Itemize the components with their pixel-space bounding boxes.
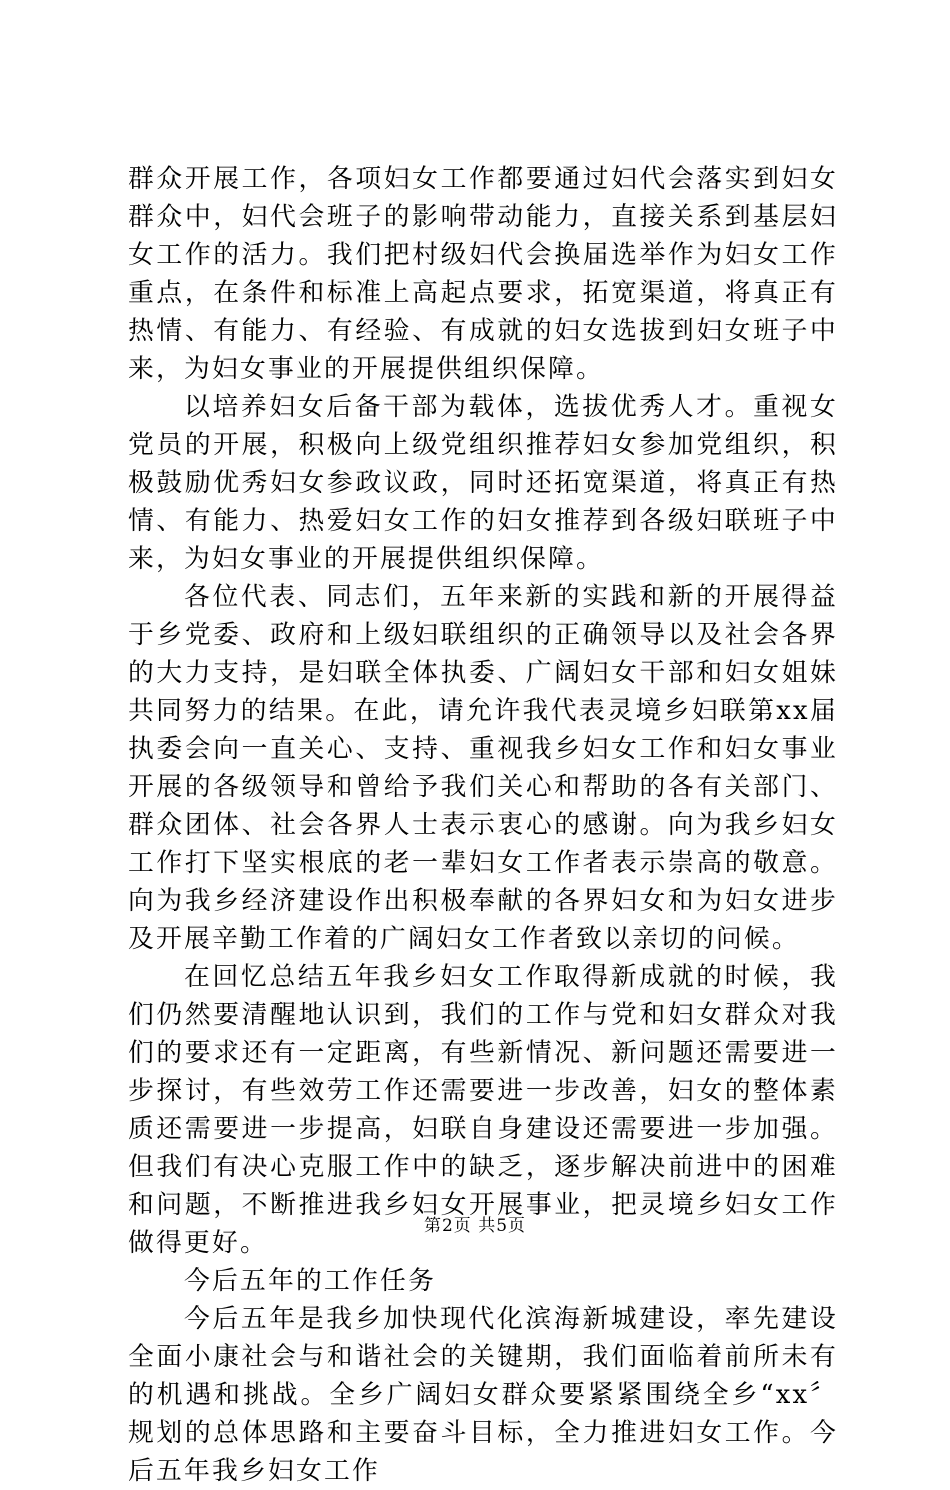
page-footer: 第2页 共5页 <box>423 1216 527 1236</box>
paragraph: 在回忆总结五年我乡妇女工作取得新成就的时候，我们仍然要清醒地认识到，我们的工作与党和妇女群众对我们的要求还有一定距离，有些新情况、新问题还需要进一步探讨，有些效劳工作还需要进一步改善，妇女的整体素质还需要进一步提高，妇联自身建设还需要进一步加强。但我们有决心克服工作中的缺乏，逐步解决前进中的困难和问题，不断推进我乡妇女开展事业，把灵境乡妇女工作做得更好。 <box>128 962 838 1258</box>
paragraph: 群众开展工作，各项妇女工作都要通过妇代会落实到妇女群众中，妇代会班子的影响带动能力，直接关系到基层妇女工作的活力。我们把村级妇代会换届选举作为妇女工作重点，在条件和标准上高起点要求，拓宽渠道，将真正有热情、有能力、有经验、有成就的妇女选拔到妇女班子中来，为妇女事业的开展提供组织保障。 <box>128 164 838 384</box>
document-body <box>128 160 838 1490</box>
section-heading: 今后五年的工作任务 <box>184 1266 436 1296</box>
paragraph: 以培养妇女后备干部为载体，选拔优秀人才。重视女党员的开展，积极向上级党组织推荐妇女参加党组织，积极鼓励优秀妇女参政议政，同时还拓宽渠道，将真正有热情、有能力、热爱妇女工作的妇女推荐到各级妇联班子中来，为妇女事业的开展提供组织保障。 <box>128 392 838 574</box>
paragraph: 各位代表、同志们，五年来新的实践和新的开展得益于乡党委、政府和上级妇联组织的正确领导以及社会各界的大力支持，是妇联全体执委、广阔妇女干部和妇女姐妹共同努力的结果。在此，请允许我代表灵境乡妇联第xx届执委会向一直关心、支持、重视我乡妇女工作和妇女事业开展的各级领导和曾给予我们关心和帮助的各有关部门、群众团体、社会各界人士表示衷心的感谢。向为我乡妇女工作打下坚实根底的老一辈妇女工作者表示崇高的敬意。向为我乡经济建设作出积极奉献的各界妇女和为妇女进步及开展辛勤工作着的广阔妇女工作者致以亲切的问候。 <box>128 582 838 954</box>
paragraph: 今后五年是我乡加快现代化滨海新城建设，率先建设全面小康社会与和谐社会的关键期，我们面临着前所未有的机遇和挑战。全乡广阔妇女群众要紧紧围绕全乡“xx〞规划的总体思路和主要奋斗目标，全力推进妇女工作。今后五年我乡妇女工作 <box>128 1304 838 1486</box>
